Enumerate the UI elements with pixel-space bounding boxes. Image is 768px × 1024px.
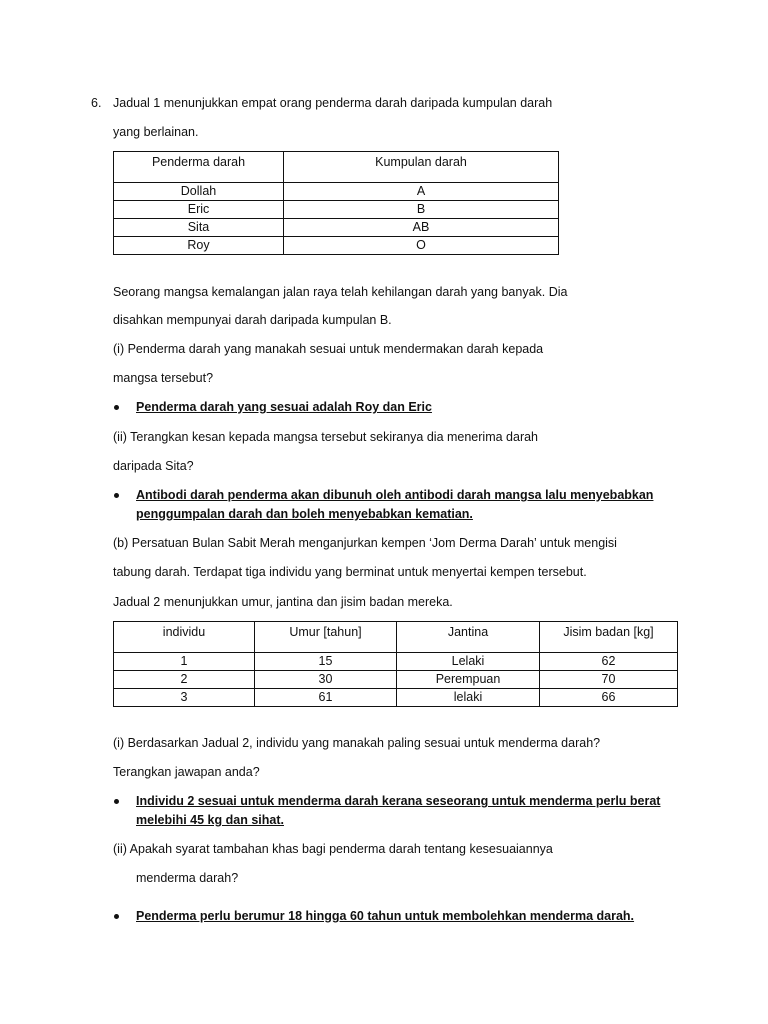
question-b2-line2: menderma darah? bbox=[136, 871, 239, 885]
table-row bbox=[114, 689, 678, 707]
table2-cell: 15 bbox=[255, 653, 397, 671]
table2-cell: Lelaki bbox=[397, 653, 540, 671]
part-b-intro-line1: (b) Persatuan Bulan Sabit Merah menganjurkan kempen ‘Jom Derma Darah’ untuk mengisi bbox=[113, 536, 617, 550]
table2-header-weight: Jisim badan [kg] bbox=[540, 622, 678, 653]
table-row bbox=[114, 237, 559, 255]
table-row bbox=[114, 653, 678, 671]
table2-cell: 66 bbox=[540, 689, 678, 707]
question-intro-line1: Jadual 1 menunjukkan empat orang penderma darah daripada kumpulan darah bbox=[113, 96, 553, 110]
question-b2-line1: (ii) Apakah syarat tambahan khas bagi penderma darah tentang kesesuaiannya bbox=[113, 842, 553, 856]
table1-cell: Dollah bbox=[114, 183, 284, 201]
question-a1-line1: (i) Penderma darah yang manakah sesuai untuk mendermakan darah kepada bbox=[113, 342, 544, 356]
table-blood-donors bbox=[113, 151, 559, 255]
table2-cell: 70 bbox=[540, 671, 678, 689]
table2-cell: 1 bbox=[114, 653, 255, 671]
table-row bbox=[114, 201, 559, 219]
answer-a2-line1: Antibodi darah penderma akan dibunuh oleh antibodi darah mangsa lalu menyebabkan bbox=[136, 488, 654, 502]
table2-cell: 61 bbox=[255, 689, 397, 707]
table2-header-gender: Jantina bbox=[397, 622, 540, 653]
table1-cell: A bbox=[284, 183, 559, 201]
part-b-intro-line2: tabung darah. Terdapat tiga individu yang berminat untuk menyertai kempen tersebut. bbox=[113, 565, 587, 579]
table1-cell: Sita bbox=[114, 219, 284, 237]
answer-a1: Penderma darah yang sesuai adalah Roy dan Eric bbox=[136, 400, 432, 414]
question-b1-line2: Terangkan jawapan anda? bbox=[113, 765, 260, 779]
context-line2: disahkan mempunyai darah daripada kumpulan B. bbox=[113, 313, 392, 327]
table-row bbox=[114, 671, 678, 689]
table2-cell: 62 bbox=[540, 653, 678, 671]
question-a2-line2: daripada Sita? bbox=[113, 459, 194, 473]
part-b-intro-line3: Jadual 2 menunjukkan umur, jantina dan jisim badan mereka. bbox=[113, 595, 453, 609]
table2-cell: 30 bbox=[255, 671, 397, 689]
table2-cell: Perempuan bbox=[397, 671, 540, 689]
bullet-icon bbox=[114, 799, 119, 804]
table-row bbox=[114, 219, 559, 237]
table1-cell: AB bbox=[284, 219, 559, 237]
bullet-icon bbox=[114, 914, 119, 919]
question-a2-line1: (ii) Terangkan kesan kepada mangsa tersebut sekiranya dia menerima darah bbox=[113, 430, 539, 444]
table1-cell: Roy bbox=[114, 237, 284, 255]
context-line1: Seorang mangsa kemalangan jalan raya telah kehilangan darah yang banyak. Dia bbox=[113, 285, 568, 299]
table2-header-age: Umur [tahun] bbox=[255, 622, 397, 653]
bullet-icon bbox=[114, 493, 119, 498]
table1-cell: B bbox=[284, 201, 559, 219]
table1-header-donor: Penderma darah bbox=[114, 152, 284, 183]
question-number: 6. bbox=[91, 96, 102, 110]
table1-cell: Eric bbox=[114, 201, 284, 219]
table1-header-blood-group: Kumpulan darah bbox=[284, 152, 559, 183]
question-a1-line2: mangsa tersebut? bbox=[113, 371, 214, 385]
table-individuals bbox=[113, 621, 678, 707]
question-b1-line1: (i) Berdasarkan Jadual 2, individu yang manakah paling sesuai untuk menderma darah? bbox=[113, 736, 601, 750]
answer-b2: Penderma perlu berumur 18 hingga 60 tahun untuk membolehkan menderma darah. bbox=[136, 909, 635, 923]
answer-a2-line2: penggumpalan darah dan boleh menyebabkan kematian. bbox=[136, 507, 473, 521]
table2-cell: lelaki bbox=[397, 689, 540, 707]
bullet-icon bbox=[114, 405, 119, 410]
table2-cell: 3 bbox=[114, 689, 255, 707]
table2-header-individual: individu bbox=[114, 622, 255, 653]
answer-b1-line1: Individu 2 sesuai untuk menderma darah kerana seseorang untuk menderma perlu berat bbox=[136, 794, 661, 808]
answer-b1-line2: melebihi 45 kg dan sihat. bbox=[136, 813, 284, 827]
table2-cell: 2 bbox=[114, 671, 255, 689]
question-intro-line2: yang berlainan. bbox=[113, 125, 199, 139]
table-row bbox=[114, 183, 559, 201]
table1-cell: O bbox=[284, 237, 559, 255]
